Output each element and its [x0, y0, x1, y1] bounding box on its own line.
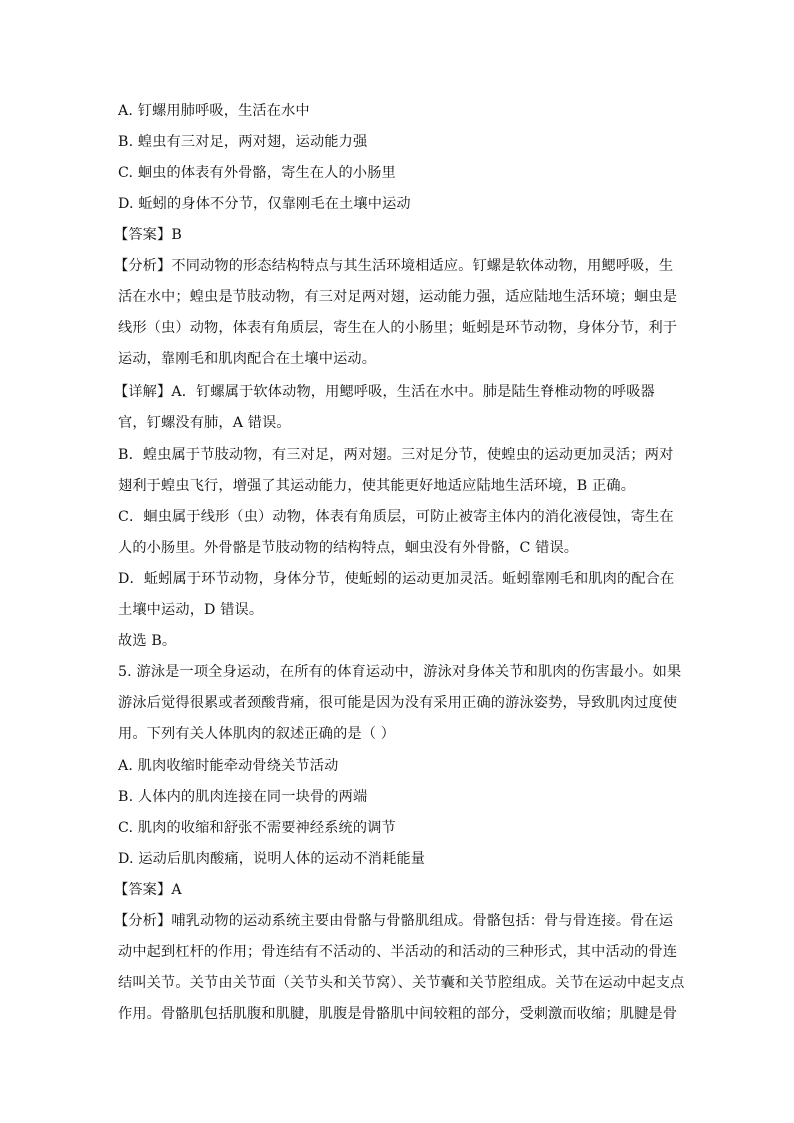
conclusion-text: 故选 B。 — [118, 633, 177, 649]
detail-text: 官，钉螺没有肺，A 错误。 — [118, 415, 291, 431]
option-a: A. 钉螺用肺呼吸，生活在水中 — [118, 103, 310, 119]
answer-label: 【答案】A — [114, 882, 182, 898]
detail-text: 翅利于蝗虫飞行，增强了其运动能力，使其能更好地适应陆地生活环境，B 正确。 — [118, 478, 636, 494]
detail-text: 人的小肠里。外骨骼是节肢动物的结构特点，蛔虫没有外骨骼，C 错误。 — [118, 540, 579, 556]
analysis-text: 【分析】哺乳动物的运动系统主要由骨骼与骨骼肌组成。骨骼包括：骨与骨连接。骨在运 — [114, 913, 674, 929]
option-c: C. 肌肉的收缩和舒张不需要神经系统的调节 — [118, 820, 396, 836]
analysis-text: 线形（虫）动物，体表有角质层，寄生在人的小肠里；蚯蚓是环节动物，身体分节，利于 — [118, 320, 678, 336]
analysis-text: 结叫关节。关节由关节面（关节头和关节窝）、关节囊和关节腔组成。关节在运动中起支点 — [118, 975, 685, 991]
question-text: 游泳后觉得很累或者颈酸背痛，很可能是因为没有采用正确的游泳姿势，导致肌肉过度使 — [118, 695, 678, 711]
analysis-text: 活在水中；蝗虫是节肢动物，有三对足两对翅，运动能力强，适应陆地生活环境；蛔虫是 — [118, 289, 678, 305]
analysis-text: 运动，靠刚毛和肌肉配合在土壤中运动。 — [118, 351, 377, 367]
option-c: C. 蛔虫的体表有外骨骼，寄生在人的小肠里 — [118, 165, 396, 181]
detail-text: C．蛔虫属于线形（虫）动物，体表有角质层，可防止被寄主体内的消化液侵蚀，寄生在 — [118, 509, 674, 525]
question-text: 用。下列有关人体肌肉的叙述正确的是（ ） — [118, 726, 396, 742]
option-b: B. 人体内的肌肉连接在同一块骨的两端 — [118, 789, 368, 805]
analysis-text: 作用。骨骼肌包括肌腹和肌腱，肌腹是骨骼肌中间较粗的部分，受刺激而收缩；肌腱是骨 — [118, 1006, 678, 1022]
option-b: B. 蝗虫有三对足，两对翅，运动能力强 — [118, 134, 368, 150]
detail-text: 土壤中运动，D 错误。 — [118, 602, 264, 618]
detail-text: D．蚯蚓属于环节动物，身体分节，使蚯蚓的运动更加灵活。蚯蚓靠刚毛和肌肉的配合在 — [118, 571, 675, 587]
detail-text: 【详解】A．钉螺属于软体动物，用鳃呼吸，生活在水中。肺是陆生脊椎动物的呼吸器 — [114, 384, 655, 400]
analysis-text: 动中起到杠杆的作用；骨连结有不活动的、半活动的和活动的三种形式，其中活动的骨连 — [118, 944, 678, 960]
option-d: D. 运动后肌肉酸痛，说明人体的运动不消耗能量 — [118, 851, 426, 867]
option-a: A. 肌肉收缩时能牵动骨绕关节活动 — [118, 758, 339, 774]
analysis-text: 【分析】不同动物的形态结构特点与其生活环境相适应。钉螺是软体动物，用鳃呼吸，生 — [114, 258, 674, 274]
question-text: 5. 游泳是一项全身运动，在所有的体育运动中，游泳对身体关节和肌肉的伤害最小。如果 — [118, 664, 682, 680]
detail-text: B．蝗虫属于节肢动物，有三对足，两对翅。三对足分节，使蝗虫的运动更加灵活；两对 — [118, 447, 674, 463]
answer-label: 【答案】B — [114, 227, 182, 243]
option-d: D. 蚯蚓的身体不分节，仅靠刚毛在土壤中运动 — [118, 196, 411, 212]
